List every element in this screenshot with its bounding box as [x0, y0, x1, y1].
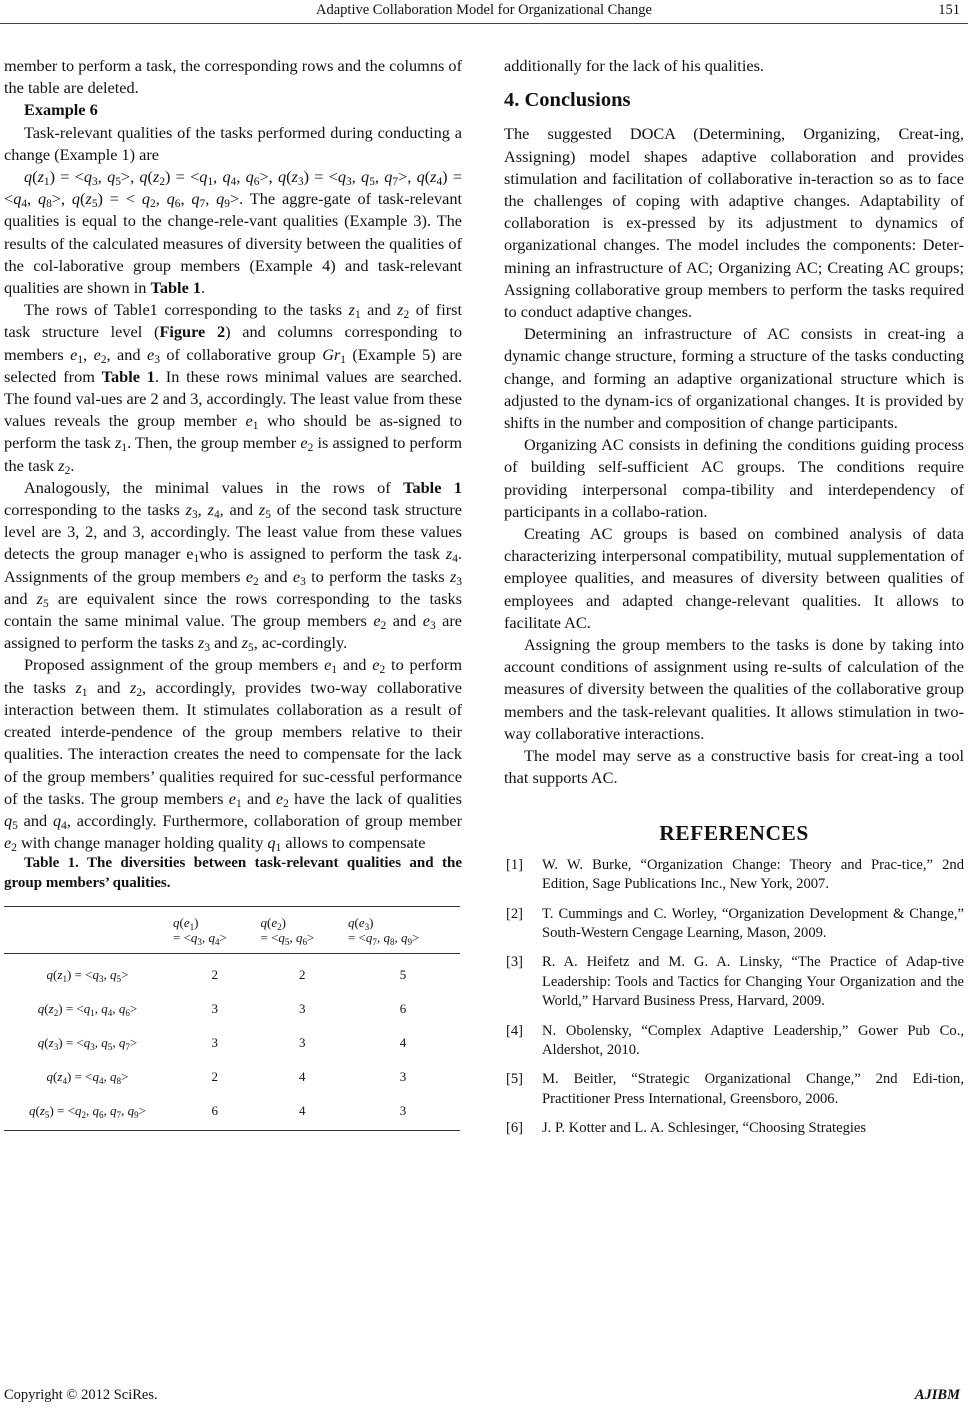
references-heading: REFERENCES: [659, 820, 809, 845]
reference-number: [3]: [506, 954, 524, 971]
row-label: $q(z_4) = <q_4$, $q_8>$: [46, 1068, 129, 1086]
table-cell: 4: [258, 1093, 345, 1131]
paragraph-conclusions-5: Assigning the group members to the tasks is done by taking into account conditions of assignment using re-sults of calculation of the measures of diversity between the qualities of the collaborative group members and the task-relevant qualities. It allows stimulation in two-way collaborative interactions.: [504, 635, 964, 743]
paragraph-intro: member to perform a task, the corresponding rows and the columns of the table are deleted.: [4, 56, 462, 98]
example-heading: Example 6: [24, 100, 98, 120]
reference-number: [5]: [506, 1071, 524, 1088]
row-label: $q(z_1) = <q_3$, $q_5>$: [46, 966, 129, 984]
table-header-row: [4, 907, 460, 954]
right-column: [504, 55, 964, 1149]
paragraph-conclusions-6: The model may serve as a constructive basis for creat-ing a tool that supports AC.: [504, 746, 964, 788]
table-cell: 2: [211, 1068, 218, 1084]
column-header: $q(e_2)$ = $<q_5$, $q_6>$: [258, 907, 345, 954]
reference-item: [504, 1119, 964, 1138]
left-column: [4, 55, 462, 1131]
section-heading-conclusions: 4. Conclusions: [504, 89, 631, 112]
page-number: 151: [938, 2, 960, 18]
table-cell: 3: [211, 1034, 218, 1050]
table-caption: Table 1. The diversities between task-relevant qualities and the group members’ qualities.: [4, 855, 462, 891]
table-row: [4, 1059, 460, 1093]
paragraph-conclusions-3: Organizing AC consists in defining the conditions guiding process of building self-sufficient AC groups. The conditions require providing interpersonal compa-tibility and interdependency of participants in a collabo-ration.: [504, 435, 964, 521]
table-cell: 2: [298, 966, 306, 982]
paragraph-example: Task-relevant qualities of the tasks performed during conducting a change (Example 1) are: [4, 122, 462, 164]
reference-text: N. Obolensky, “Complex Adaptive Leadership,” Gower Pub Co., Aldershot, 2010.: [542, 1022, 964, 1058]
table-row: [4, 1025, 460, 1059]
reference-item: [504, 953, 964, 1011]
reference-item: [504, 1070, 964, 1109]
row-label: $q(z_3) = <q_3$, $q_5$, $q_7>$: [37, 1034, 138, 1052]
reference-text: R. A. Heifetz and M. G. A. Linsky, “The Practice of Adap-tive Leadership: Tools and Tactics for Changing Your Organization and the World,” Harvard Business Press, Harvard, 2009.: [542, 954, 964, 1010]
table-row: [4, 991, 460, 1025]
row-label: $q(z_2) = <q_1$, $q_4$, $q_6>$: [37, 1000, 138, 1018]
reference-number: [4]: [506, 1022, 524, 1039]
reference-text: M. Beitler, “Strategic Organizational Change,” 2nd Edi-tion, Practitioner Press International, Greensboro, 2006.: [542, 1071, 964, 1107]
reference-item: [504, 856, 964, 895]
paragraph-continuation: additionally for the lack of his qualities.: [504, 56, 764, 75]
table-cell: 3: [346, 1093, 460, 1131]
copyright-notice: Copyright © 2012 SciRes.: [4, 1387, 158, 1403]
reference-item: [504, 905, 964, 944]
paragraph-table-rows: The rows of Table1 corresponding to the tasks $z_1$ and $z_2$ of first task structure level (Figure 2) and columns corresponding to members $e_1$, $e_2$, and $e_3$ of collaborative group $Gr_1$ (Example 5) are selected from Table 1. In these rows minimal values are searched. The found val-ues are 2 and 3, accordingly. The least value from these values reveals the group member $e_1$ who should be as-signed to perform the task $z_1$. Then, the group member $e_2$ is assigned to perform the task $z_2$.: [4, 300, 463, 477]
reference-text: W. W. Burke, “Organization Change: Theory and Prac-tice,” 2nd Edition, Sage Publications Inc., New York, 2007.: [542, 856, 964, 893]
reference-number: [1]: [506, 856, 524, 873]
table-cell: 3: [298, 1000, 306, 1016]
page-header: [0, 0, 968, 24]
journal-abbreviation: AJIBM: [914, 1387, 960, 1403]
table-row: [4, 1093, 460, 1131]
table-cell: 3: [399, 1068, 407, 1084]
table-cell: 4: [399, 1034, 407, 1050]
table-cell: 3: [298, 1034, 306, 1050]
table-cell: 6: [399, 1000, 407, 1016]
reference-number: [2]: [506, 905, 524, 922]
paragraph-conclusions-2: Determining an infrastructure of AC consists in creat-ing a dynamic change structure, forming a structure of the tasks conducting change, and forming an adaptive organizational structure which is adjusted to the dynam-ics of organizational changes. It is provided by shifts in the number and composition of change participants.: [504, 324, 964, 433]
table-cell: 2: [211, 966, 218, 982]
column-header: $q(e_3)$ = $<q_7$, $q_8$, $q_9>$: [346, 907, 460, 954]
table-cell: 4: [298, 1068, 306, 1084]
column-header: $q(e_1)$ = $<q_3$, $q_4>$: [171, 907, 258, 954]
table-cell: 3: [211, 1000, 218, 1016]
reference-text: J. P. Kotter and L. A. Schlesinger, “Choosing Strategies: [542, 1120, 867, 1137]
row-label: $q(z_5) = <q_2$, $q_6$, $q_7$, $q_9>$: [4, 1093, 171, 1131]
reference-number: [6]: [506, 1120, 524, 1137]
table-row: [4, 954, 460, 992]
paragraph-proposed-assignment: Proposed assignment of the group members $e_1$ and $e_2$ to perform the tasks $z_1$ and $z_2$, accordingly, provides two-way collaborative interaction between them. It stimulates collaboration as a result of created interde-pendence of the group members relative to their qualities. The interaction creates the need to compensate for the lack of the group members’ qualities required for suc-cessful performance of the tasks. The group members $e_1$ and $e_2$ have the lack of qualities $q_5$ and $q_4$, accordingly. Furthermore, collaboration of group member $e_2$ with change manager holding quality $q_1$ allows to compensate: [4, 655, 462, 855]
table-cell: 5: [399, 966, 407, 982]
header-rule: [0, 23, 968, 24]
diversity-table: [4, 906, 460, 1131]
running-title: Adaptive Collaboration Model for Organizational Change: [316, 2, 652, 18]
paragraph-conclusions-1: The suggested DOCA (Determining, Organizing, Creat-ing, Assigning) model shapes adaptive collaboration and provides stimulation and facilitation of collaborative in-teraction so as to face the challenges of coping with adaptive changes. Adaptability of collaboration is ex-pressed by its adjustment to dynamics of organizational changes. The model includes the components: Deter-mining an infrastructure of AC; Organizing AC; Creating AC groups; Assigning collaborative group members to perform the tasks required to conduct adaptive changes.: [504, 124, 964, 322]
table-cell: 6: [171, 1093, 258, 1131]
paragraph-analogously: Analogously, the minimal values in the rows of Table 1 corresponding to the tasks $z_3$, $z_4$, and $z_5$ of the second task structure level are 3, 2, and 3, accordingly. The least value from these values detects the group manager $e_1who$ is assigned to perform the task $z_4$. Assignments of the group members $e_2$ and $e_3$ to perform the tasks $z_3$ and $z_5$ are equivalent since the rows corresponding to the tasks contain the same minimal value. The group members $e_2$ and $e_3$ are assigned to perform the tasks $z_3$ and $z_5$, ac-cordingly.: [4, 477, 463, 655]
reference-text: T. Cummings and C. Worley, “Organization Development & Change,” South-Western Cengage Learning, Mason, 2009.: [542, 905, 964, 941]
paragraph-qualities-formula: $q(z_1) = <q_3$, $q_5>$, $q(z_2) = <q_1$, $q_4$, $q_6>$, $q(z_3) = <q_3$, $q_5$, $q_7>$, $q(z_4) = <q_4$, $q_8>$, $q(z_5)$ = < $q_2$, $q_6$, $q_7$, $q_9>$. The aggre-gate of task-relevant qualities is equal to the change-rele-vant qualities (Example 3). The results of the calculated measures of diversity between the qualities of the col-laborative group members (Example 4) and task-relevant qualities are shown in Table 1.: [4, 167, 463, 298]
reference-item: [504, 1022, 964, 1061]
paragraph-conclusions-4: Creating AC groups is based on combined analysis of data characterizing interpersonal compatibility, mutual supplementation of employee qualities, and measures of diversity between qualities of employees and adapted change-relevant qualities. It allows to facilitate AC.: [504, 524, 964, 632]
